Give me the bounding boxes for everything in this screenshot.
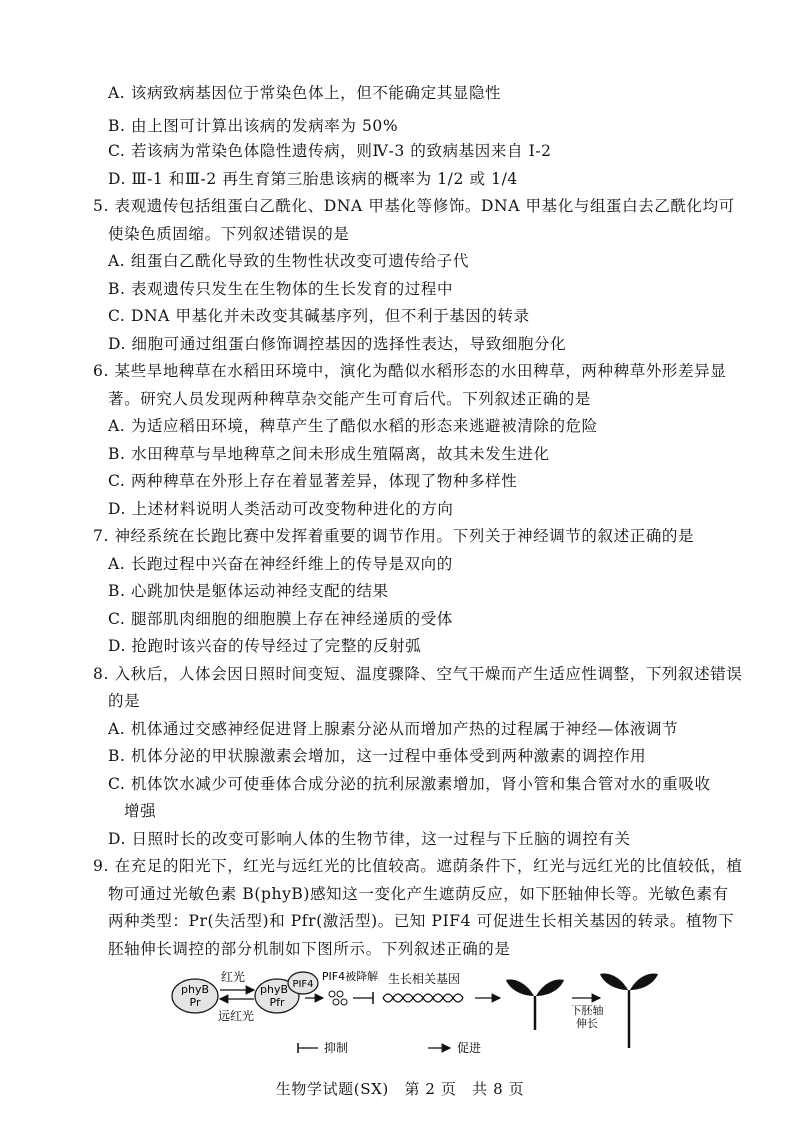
q7-option-d: D. 抢跑时该兴奋的传导经过了完整的反射弧 [108,637,422,655]
q5-stem-line2: 使染色质固缩。下列叙述错误的是 [108,225,350,243]
growth-genes-label: 生长相关基因 [387,972,461,986]
q6-option-b: B. 水田稗草与旱地稗草之间未形成生殖隔离，故其未发生进化 [108,445,550,463]
short-seedling-icon [506,980,564,1030]
q8-option-c-line2: 增强 [124,802,157,820]
q7-option-c: C. 腿部肌肉细胞的细胞膜上存在神经递质的受体 [108,610,453,628]
pif4-label: PIF4 [292,979,314,990]
tall-seedling-icon [600,974,658,1048]
legend [298,1040,481,1055]
q9-stem-line2: 物可通过光敏色素 B(phyB)感知这一变化产生遮荫反应，如下胚轴伸长等。光敏色素有 [108,885,729,903]
q7-option-a: A. 长跑过程中兴奋在神经纤维上的传导是双向的 [108,555,453,573]
q9-stem-line3: 两种类型：Pr(失活型)和 Pfr(激活型)。已知 PIF4 可促进生长相关基因的转录。植物下 [108,912,735,930]
red-light-label: 红光 [220,970,246,984]
q6-stem-line1: 6. 某些旱地稗草在水稻田环境中，演化为酷似水稻形态的水田稗草，两种稗草外形差异显 [93,362,727,380]
q5-option-d: D. 细胞可通过组蛋白修饰调控基因的选择性表达，导致细胞分化 [108,335,567,353]
q5-option-b: B. 表观遗传只发生在生物体的生长发育的过程中 [108,280,454,298]
page-footer: 生物学试题(SX) 第 2 页 共 8 页 [275,1080,525,1098]
q7-option-b: B. 心跳加快是躯体运动神经支配的结果 [108,582,389,600]
q6-option-c: C. 两种稗草在外形上存在着显著差异，体现了物种多样性 [108,472,518,490]
q9-stem-line1: 9. 在充足的阳光下，红光与远红光的比值较高。遮荫条件下，红光与远红光的比值较低，植 [93,857,743,875]
hypocotyl-label-line2: 伸长 [576,1017,598,1030]
inhibit-symbol [353,992,373,1004]
q9-stem-line4: 胚轴伸长调控的部分机制如下图所示。下列叙述正确的是 [108,940,511,958]
q8-stem-line2: 的是 [108,692,141,710]
pif4-degraded-label: PIF4被降解 [321,970,379,983]
phyb-pr-node [172,979,218,1013]
phyb-pr-bottom-label: Pr [189,996,201,1009]
legend-inhibit-label: 抑制 [324,1041,349,1055]
phyb-mechanism-diagram [170,968,670,1078]
q6-stem-line2: 著。研究人员发现两种稗草杂交能产生可育后代。下列叙述正确的是 [108,390,592,408]
q8-stem-line1: 8. 入秋后，人体会因日照时间变短、温度骤降、空气干燥而产生适应性调整，下列叙述错误 [93,665,743,683]
q4-option-b: B. 由上图可计算出该病的发病率为 50% [108,117,399,135]
q7-stem-line1: 7. 神经系统在长跑比赛中发挥着重要的调节作用。下列关于神经调节的叙述正确的是 [93,527,695,545]
q6-option-a: A. 为适应稻田环境，稗草产生了酷似水稻的形态来逃避被清除的危险 [108,417,598,435]
q8-option-b: B. 机体分泌的甲状腺激素会增加，这一过程中垂体受到两种激素的调控作用 [108,747,647,765]
q6-option-d: D. 上述材料说明人类活动可改变物种进化的方向 [108,500,454,518]
q8-option-d: D. 日照时长的改变可影响人体的生物节律，这一过程与下丘脑的调控有关 [108,830,631,848]
phyb-pfr-bottom-label: Pfr [269,996,285,1009]
q4-option-c: C. 若该病为常染色体隐性遗传病，则Ⅳ-3 的致病基因来自 Ⅰ-2 [108,142,552,160]
q5-option-c: C. DNA 甲基化并未改变其碱基序列，但不利于基因的转录 [108,307,530,325]
far-red-light-label: 远红光 [217,1009,255,1023]
q4-option-a: A. 该病致病基因位于常染色体上，但不能确定其显隐性 [108,84,502,102]
hypocotyl-label-line1: 下胚轴 [570,1004,604,1017]
q5-stem-line1: 5. 表观遗传包括组蛋白乙酰化、DNA 甲基化等修饰。DNA 甲基化与组蛋白去乙酰化均可 [93,197,735,215]
q5-option-a: A. 组蛋白乙酰化导致的生物性状改变可遗传给子代 [108,252,469,270]
pif4-node [288,972,318,994]
legend-promote-label: 促进 [457,1041,482,1055]
q8-option-c-line1: C. 机体饮水减少可使垂体合成分泌的抗利尿激素增加，肾小管和集合管对水的重吸收 [108,775,711,793]
phyb-pfr-top-label: phyB [259,983,289,996]
dna-helix-icon [383,994,463,1002]
q8-option-a: A. 机体通过交感神经促进肾上腺素分泌从而增加产热的过程属于神经—体液调节 [108,720,679,738]
degraded-fragments-icon [329,991,347,1005]
q4-option-d: D. Ⅲ-1 和Ⅲ-2 再生育第三胎患该病的概率为 1/2 或 1/4 [108,170,518,188]
phyb-pr-top-label: phyB [180,983,210,996]
